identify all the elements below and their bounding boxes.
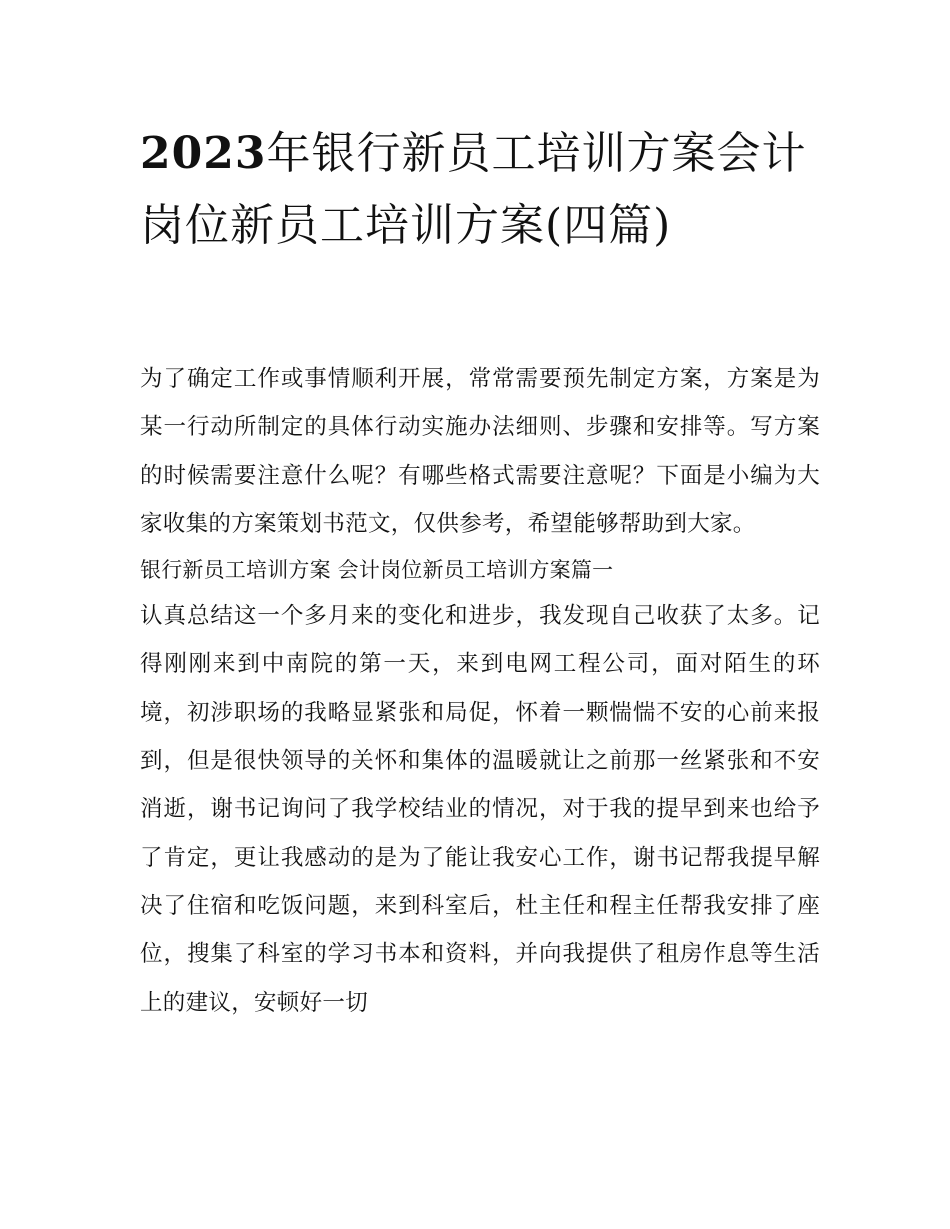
title-year: 2023 [140, 128, 267, 179]
section-heading: 银行新员工培训方案 会计岗位新员工培训方案篇一 [140, 558, 614, 583]
title-text: 年银行新员工培训方案会计岗位新员工培训方案(四篇) [140, 128, 807, 251]
intro-paragraph: 为了确定工作或事情顺利开展，常常需要预先制定方案，方案是为某一行动所制定的具体行动实施办法细则、步骤和安排等。写方案的时候需要注意什么呢？有哪些格式需要注意呢？下面是小编为大家收集的方案策划书范文，仅供参考，希望能够帮助到大家。 [140, 366, 820, 537]
body-paragraph: 认真总结这一个多月来的变化和进步，我发现自己收获了太多。记得刚刚来到中南院的第一天，来到电网工程公司，面对陌生的环境，初涉职场的我略显紧张和局促，怀着一颗惴惴不安的心前来报到，但是很快领导的关怀和集体的温暖就让之前那一丝紧张和不安消逝，谢书记询问了我学校结业的情况，对于我的提早到来也给予了肯定，更让我感动的是为了能让我安心工作，谢书记帮我提早解决了住宿和吃饭问题，来到科室后，杜主任和程主任帮我安排了座位，搜集了科室的学习书本和资料，并向我提供了租房作息等生活上的建议，安顿好一切 [140, 603, 820, 1016]
document-title [140, 118, 820, 262]
document-body [140, 355, 820, 1027]
